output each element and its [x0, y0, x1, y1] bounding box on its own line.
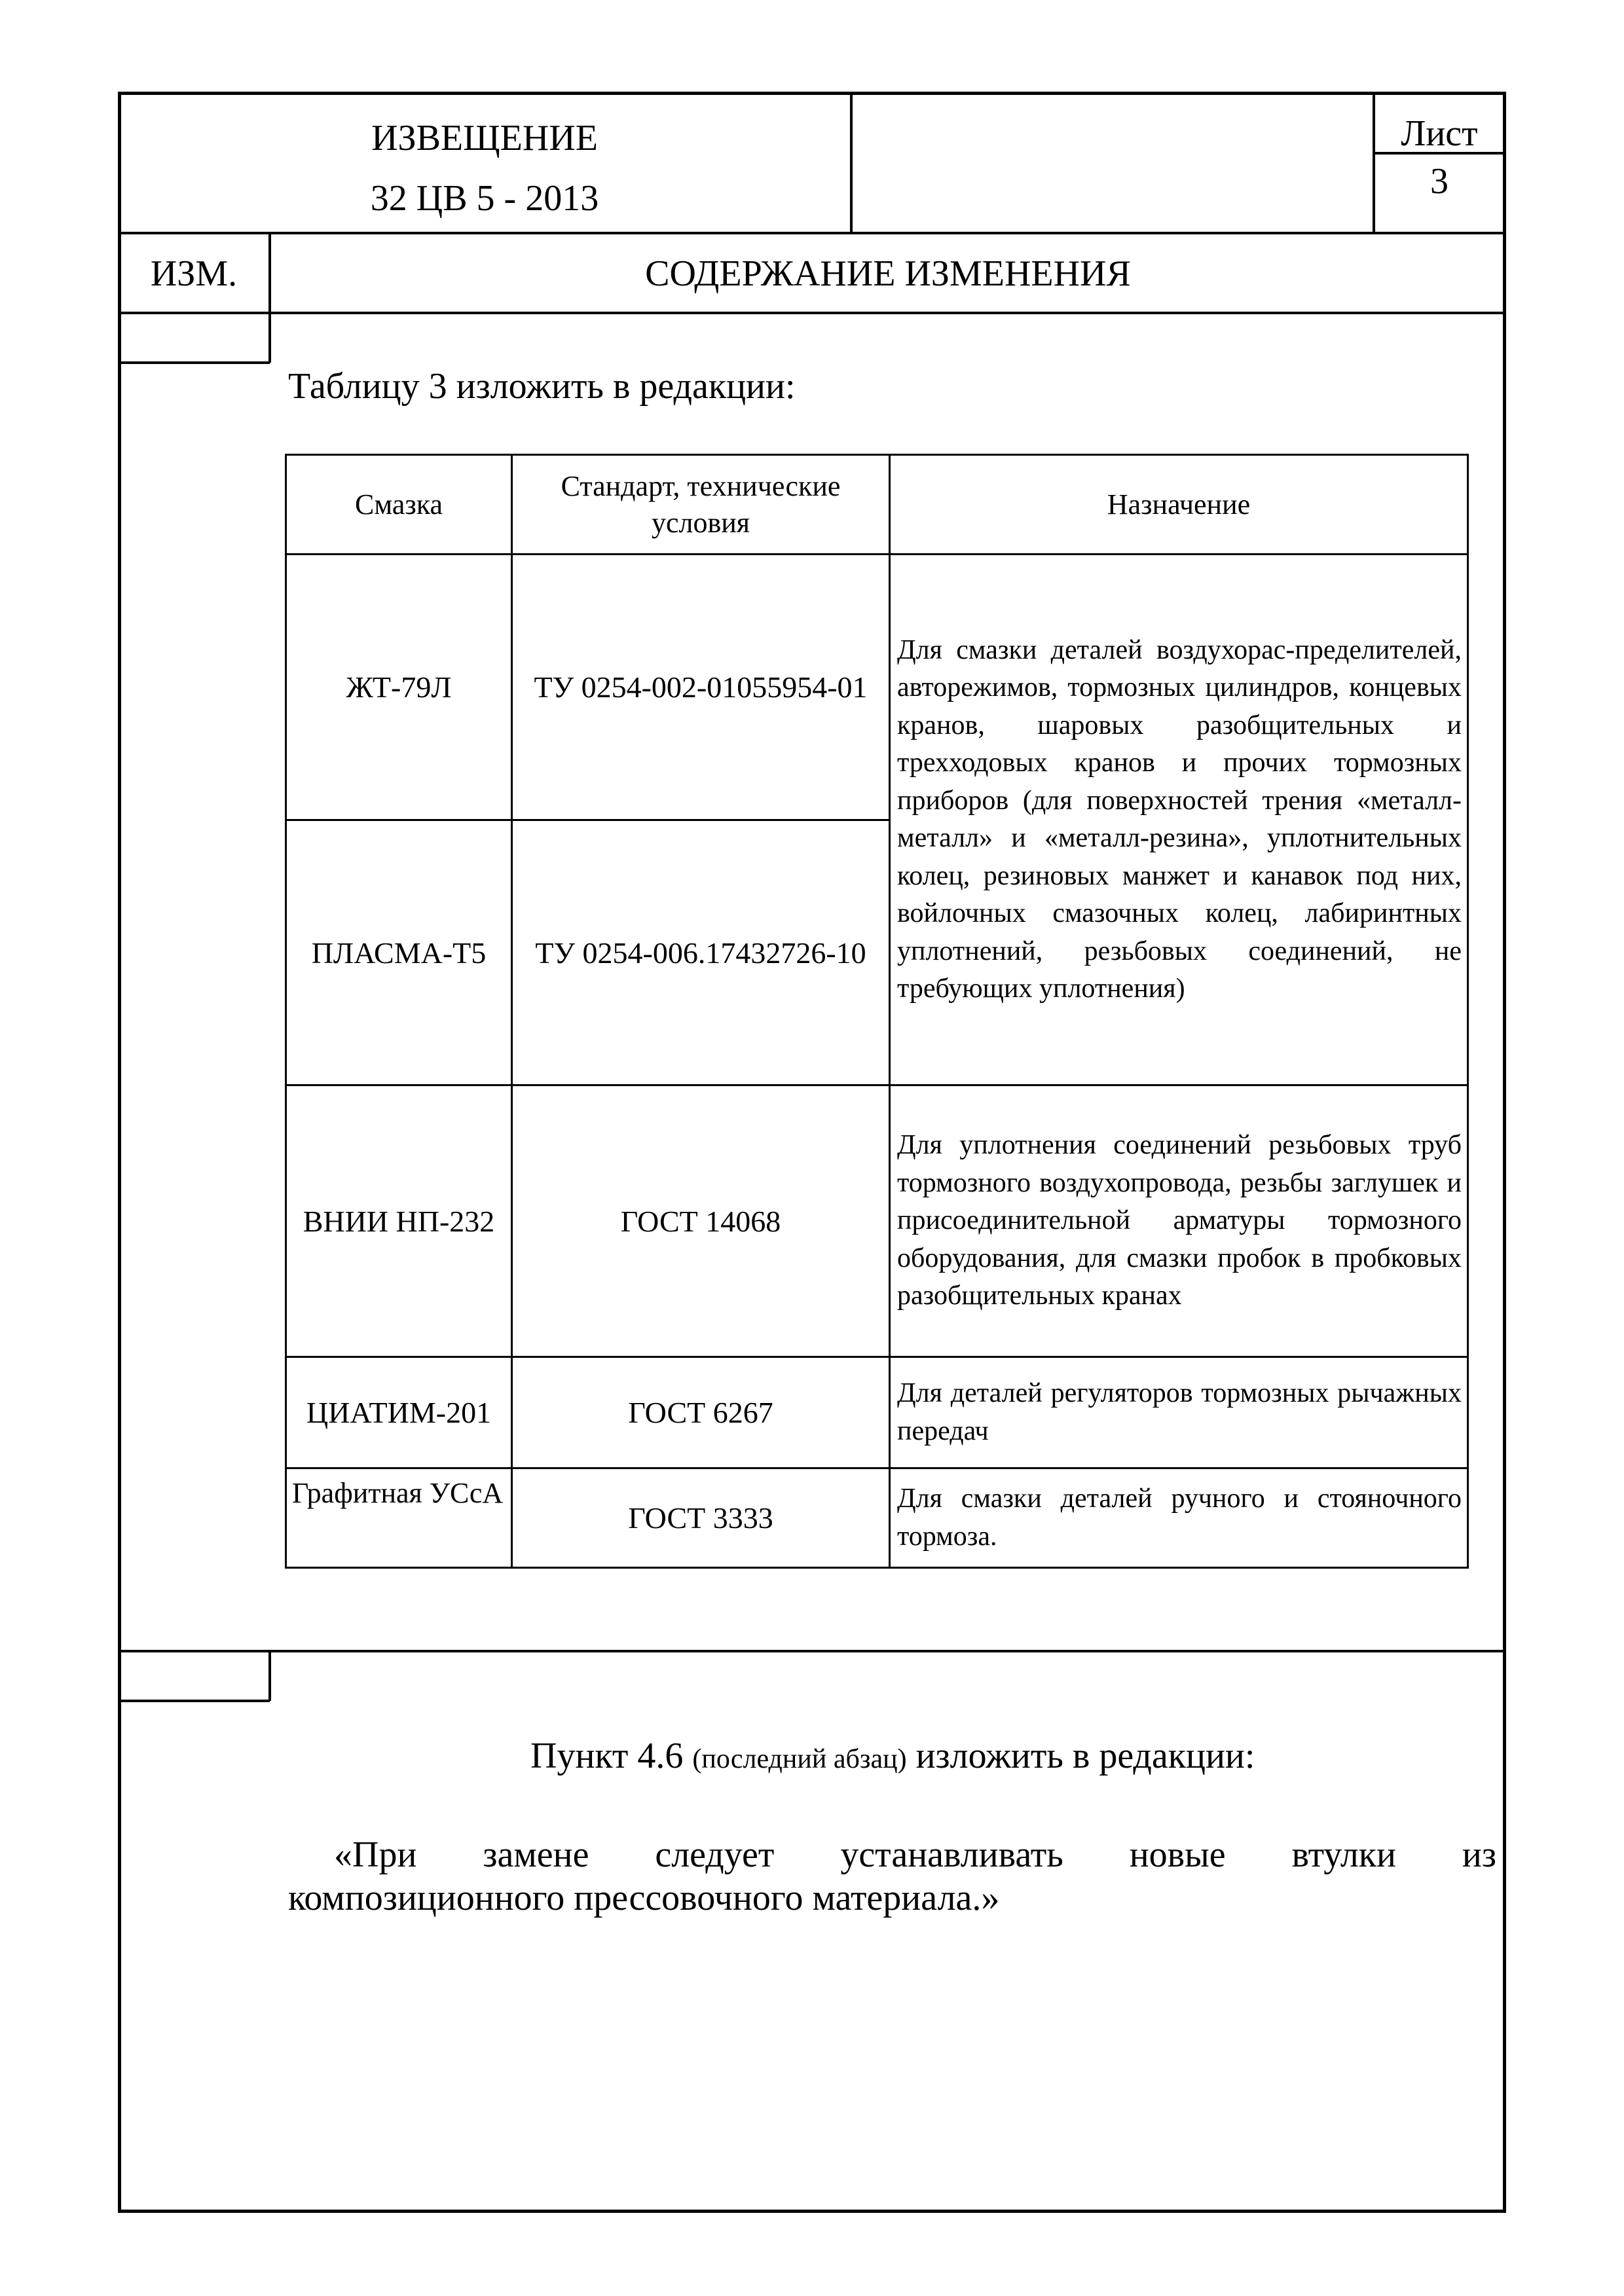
notice-title [118, 108, 851, 228]
standard-cell: ГОСТ 3333 [512, 1468, 890, 1568]
notice-line1: ИЗВЕЩЕНИЕ [371, 118, 598, 158]
table-row [286, 1085, 1468, 1357]
table-row [286, 555, 1468, 820]
purpose-cell: Для деталей регуляторов тормозных рычажных передач [890, 1357, 1468, 1468]
table-row [286, 1468, 1468, 1568]
lubricants-table [285, 454, 1469, 1569]
table-header-row [286, 455, 1468, 555]
purpose-cell: Для уплотнения соединений резьбовых труб тормозного воздухопровода, резьбы заглушек и присоединительной арматуры тормозного оборудования, для смазки пробок в пробковых разобщительных кранах [890, 1085, 1468, 1357]
intro-text: Таблицу 3 изложить в редакции: [288, 366, 796, 407]
sheet-label: Лист [1401, 113, 1478, 154]
second-izm-divider [268, 1650, 271, 1701]
purpose-cell: Для смазки деталей ручного и стояночного тормоза. [890, 1468, 1468, 1568]
replacement-quote [288, 1833, 1496, 1920]
table-row [286, 1357, 1468, 1468]
izm-label: ИЗМ. [150, 253, 238, 294]
izm-box-bottom-rule [118, 361, 270, 364]
second-section-rule [118, 1650, 1506, 1652]
point-note: (последний абзац) [692, 1744, 907, 1774]
point-instruction [530, 1735, 1255, 1777]
sheet-number: 3 [1430, 161, 1449, 202]
standard-cell: ТУ 0254-002-01055954-01 [512, 555, 890, 820]
content-title: СОДЕРЖАНИЕ ИЗМЕНЕНИЯ [645, 253, 1131, 294]
grease-cell: ВНИИ НП-232 [286, 1085, 512, 1357]
header-grease: Смазка [286, 455, 512, 555]
purpose-cell-shared: Для смазки деталей воздухорас-пределителей, авторежимов, тормозных цилиндров, концевых кранов, шаровых разобщительных и трехходовых кранов и прочих тормозных приборов (для поверхностей трения «металл-металл» и «металл-резина», уплотнительных колец, резиновых манжет и канавок под них, войлочных смазочных колец, лабиринтных уплотнений, резьбовых соединений, не требующих уплотнения) [890, 555, 1468, 1085]
grease-cell: ПЛАСМА-Т5 [286, 820, 512, 1085]
notice-line2: 32 ЦВ 5 - 2013 [370, 178, 599, 219]
point-suffix: изложить в редакции: [915, 1736, 1255, 1776]
header-purpose: Назначение [890, 455, 1468, 555]
point-prefix: Пункт 4.6 [530, 1736, 684, 1776]
grease-cell: Графитная УСсА [286, 1468, 512, 1568]
quote-line1: «При замене следует устанавливать новые втулки из [334, 1834, 1496, 1875]
grease-cell: ЖТ-79Л [286, 555, 512, 820]
quote-line2: композиционного прессовочного материала.» [288, 1878, 1000, 1918]
header-standard: Стандарт, технические условия [512, 455, 890, 555]
standard-cell: ТУ 0254-006.17432726-10 [512, 820, 890, 1085]
standard-cell: ГОСТ 6267 [512, 1357, 890, 1468]
grease-cell: ЦИАТИМ-201 [286, 1357, 512, 1468]
second-izm-box-bottom-rule [118, 1700, 270, 1702]
standard-cell: ГОСТ 14068 [512, 1085, 890, 1357]
